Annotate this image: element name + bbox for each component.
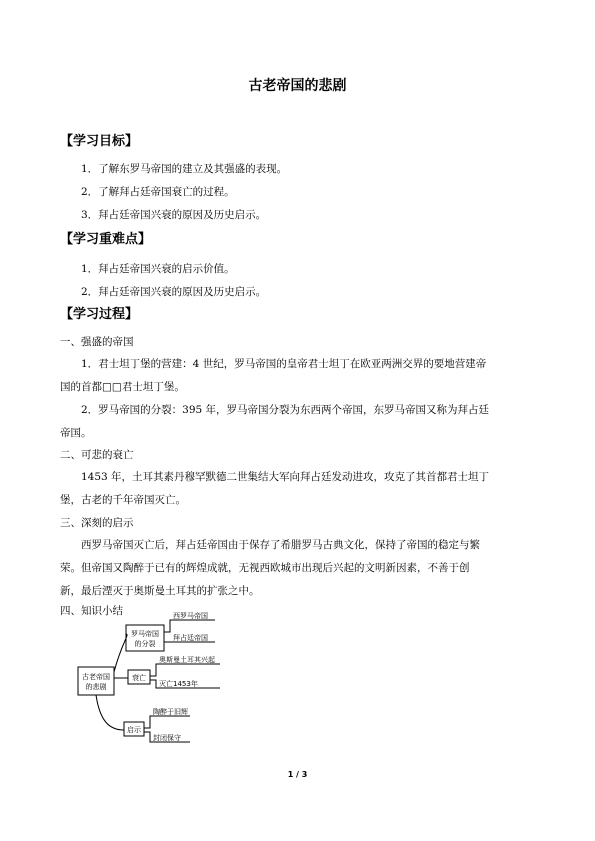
branch1-label-2: 的分裂 <box>134 640 156 648</box>
goal-item-2: 2．了解拜占廷帝国衰亡的过程。 <box>81 186 235 198</box>
connector-b3-leaf1 <box>144 716 190 728</box>
branch2-leaf2: 灭亡1453年 <box>159 680 198 688</box>
branch3-leaf2: 封闭保守 <box>153 734 181 742</box>
part3-line3: 新，最后湮灭于奥斯曼土耳其的扩张之中。 <box>60 585 260 597</box>
part2-line2: 堡，古老的千年帝国灭亡。 <box>60 494 186 506</box>
key-point-item-2: 2．拜占廷帝国兴衰的原因及历史启示。 <box>81 286 267 298</box>
key-points-heading: 【学习重难点】 <box>60 232 152 247</box>
connector-branch3 <box>96 695 124 730</box>
goals-heading: 【学习目标】 <box>60 134 139 149</box>
knowledge-summary-diagram <box>70 612 240 762</box>
part2-title: 二、可悲的衰亡 <box>60 449 134 461</box>
part3-line2: 荣。但帝国又陶醉于已有的辉煌成就，无视西欧城市出现后兴起的文明新因素，不善于创 <box>60 562 470 574</box>
branch2-leaf1: 奥斯曼土耳其兴起 <box>159 656 215 664</box>
branch1-label-1: 罗马帝国 <box>131 630 159 638</box>
branch3-label: 启示 <box>127 726 141 734</box>
part1-p2-line2: 帝国。 <box>60 427 92 439</box>
branch1-leaf1: 西罗马帝国 <box>173 612 208 620</box>
connector-branch1 <box>114 634 127 672</box>
page-number: 1 / 3 <box>287 770 308 779</box>
branch1-leaf2: 拜占廷帝国 <box>173 634 208 642</box>
key-point-item-1: 1．拜占廷帝国兴衰的启示价值。 <box>81 263 235 275</box>
connector-b1-leaf1 <box>164 620 215 632</box>
part2-line1: 1453 年，土耳其素丹穆罕默德二世集结大军向拜占廷发动进攻，攻克了其首都君士坦丁 <box>81 471 490 483</box>
page-title: 古老帝国的悲剧 <box>248 78 347 94</box>
connector-b2-leaf1 <box>150 664 220 676</box>
part3-line1: 西罗马帝国灭亡后，拜占廷帝国由于保存了希腊罗马古典文化，保持了帝国的稳定与繁 <box>81 539 480 551</box>
root-label-1: 古老帝国 <box>82 673 110 681</box>
part3-title: 三、深刻的启示 <box>60 517 134 529</box>
goal-item-3: 3．拜占廷帝国兴衰的原因及历史启示。 <box>81 209 267 221</box>
goal-item-1: 1．了解东罗马帝国的建立及其强盛的表现。 <box>81 163 288 175</box>
part1-p1-line2: 国的首都□□君士坦丁堡。 <box>60 381 185 393</box>
part4-title: 四、知识小结 <box>60 605 123 617</box>
branch2-label: 衰亡 <box>132 674 146 682</box>
branch3-leaf1: 陶醉于旧辉 <box>153 708 188 716</box>
root-label-2: 的悲剧 <box>85 683 107 691</box>
process-heading: 【学习过程】 <box>60 307 139 322</box>
part1-p2-line1: 2．罗马帝国的分裂：395 年，罗马帝国分裂为东西两个帝国，东罗马帝国又称为拜占廷 <box>81 404 490 416</box>
mindmap-svg <box>70 612 240 762</box>
part1-title: 一、强盛的帝国 <box>60 336 134 348</box>
part1-p1-line1: 1．君士坦丁堡的营建：4 世纪，罗马帝国的皇帝君士坦丁在欧亚两洲交界的要地营建帝 <box>81 358 487 370</box>
